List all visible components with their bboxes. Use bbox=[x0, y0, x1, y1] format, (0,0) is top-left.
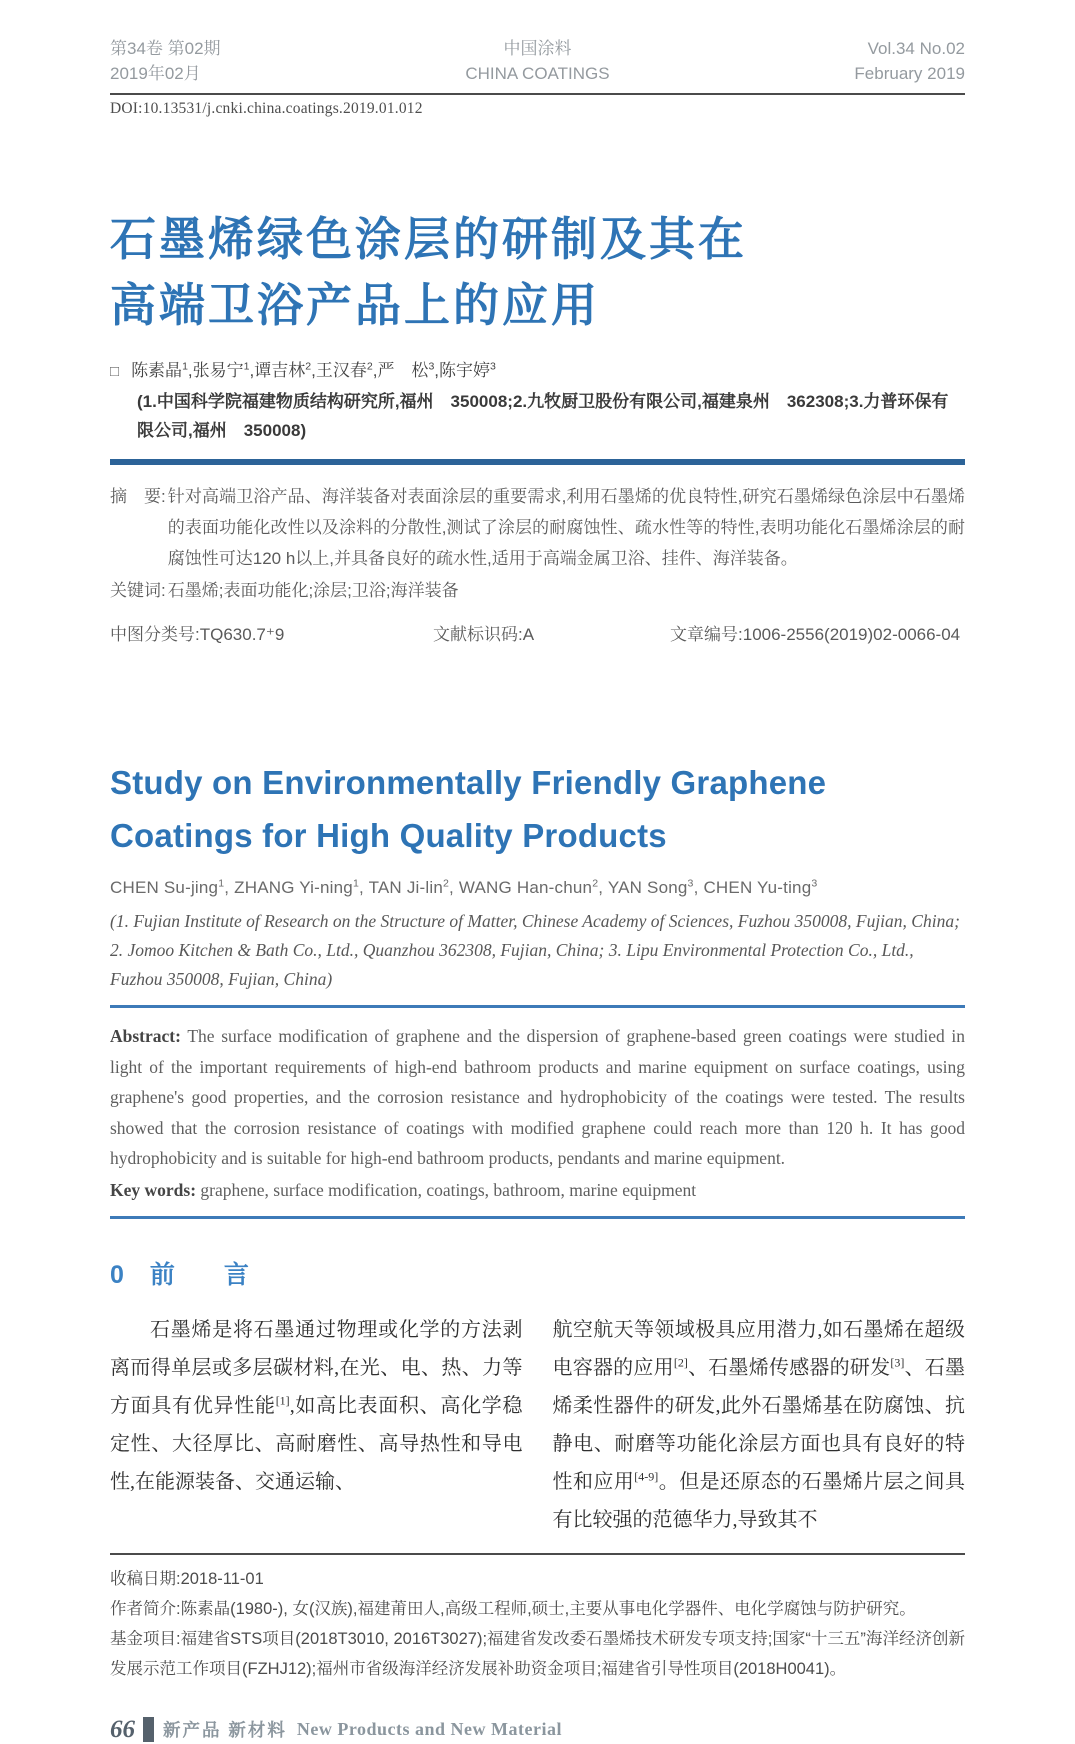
body-column-right bbox=[553, 1311, 966, 1539]
keywords-cn-text: 石墨烯;表面功能化;涂层;卫浴;海洋装备 bbox=[167, 581, 459, 600]
volume-issue-en: Vol.34 No.02 bbox=[867, 39, 965, 58]
footnote-funding: 基金项目:福建省STS项目(2018T3010, 2016T3027);福建省发改委石墨烯技术研发专项支持;国家“十三五”海洋经济创新发展示范工作项目(FZHJ12);福州市省级海洋经济发展补助资金项目;福建省引导性项目(2018H0041)。 bbox=[110, 1629, 965, 1678]
abstract-en-paragraph bbox=[110, 1021, 965, 1174]
footer-category-en: New Products and New Material bbox=[296, 1719, 563, 1739]
keywords-en-label: Key words: bbox=[110, 1179, 197, 1200]
keywords-en-paragraph bbox=[110, 1175, 965, 1205]
abstract-en-text: The surface modification of graphene and the dispersion of graphene-based green coatings were studied in light of the important requirements of high-end bathroom products and marine equipment on surface coatings, using graphene's good properties, and the corrosion resistance and hydrophobicity of the coatings were tested. The results showed that the corrosion resistance of coatings with modified graphene could reach more than 120 h. It has good hydrophobicity and is suitable for high-end bathroom products, pendants and marine equipment. bbox=[110, 1026, 966, 1168]
body-paragraph-left: 石墨烯是将石墨通过物理或化学的方法剥离而得单层或多层碳材料,在光、电、热、力等方面具有优异性能[1],如高比表面积、高化学稳定性、大径厚比、高耐磨性、高导热性和导电性,在能源装备、交通运输、 bbox=[110, 1318, 523, 1493]
article-no-label: 文章编号: bbox=[670, 625, 743, 644]
authors-en: CHEN Su-jing$^1$, ZHANG Yi-ning$^1$, TAN Ji-lin$^2$, WANG Han-chun$^2$, YAN Song$^3$, CHEN Yu-ting$^3$ bbox=[110, 877, 818, 897]
article-title-en: Study on Environmentally Friendly Graphene Coatings for High Quality Products bbox=[110, 764, 827, 854]
clc-item bbox=[110, 619, 433, 650]
doc-code-label: 文献标识码: bbox=[433, 625, 523, 644]
keywords-cn-label: 关键词: bbox=[110, 581, 166, 600]
abstract-cn-label: 摘 要: bbox=[110, 487, 166, 506]
abstract-cn-row bbox=[110, 481, 965, 574]
doc-code-item bbox=[433, 619, 670, 650]
abstract-en-label: Abstract: bbox=[110, 1026, 181, 1046]
article-title-cn-line1: 石墨烯绿色涂层的研制及其在 bbox=[110, 213, 747, 265]
footnote-author-bio: 作者简介:陈素晶(1980-), 女(汉族),福建莆田人,高级工程师,硕士,主要从事电化学器件、电化学腐蚀与防护研究。 bbox=[110, 1599, 916, 1618]
date-cn: 2019年02月 bbox=[110, 64, 201, 83]
article-no-item bbox=[670, 619, 965, 650]
classification-row bbox=[110, 619, 965, 650]
affiliation-cn: (1.中国科学院福建物质结构研究所,福州 350008;2.九牧厨卫股份有限公司,福建泉州 362308;3.力普环保有限公司,福州 350008) bbox=[137, 392, 949, 440]
journal-name-en: CHINA COATINGS bbox=[465, 64, 610, 83]
section-title: 前 言 bbox=[149, 1260, 261, 1289]
header-right bbox=[854, 36, 965, 86]
article-no-value: 1006-2556(2019)02-0066-04 bbox=[742, 625, 961, 644]
doi-line: DOI:10.13531/j.cnki.china.coatings.2019.01.012 bbox=[110, 100, 423, 117]
article-title-cn bbox=[110, 206, 965, 338]
journal-header bbox=[110, 36, 965, 95]
author-marker-icon: □ bbox=[110, 363, 120, 380]
clc-label: 中图分类号: bbox=[110, 625, 200, 644]
section-number: 0 bbox=[110, 1260, 124, 1289]
body-paragraph-right: 航空航天等领域极具应用潜力,如石墨烯在超级电容器的应用[2]、石墨烯传感器的研发[3]、石墨烯柔性器件的研发,此外石墨烯基在防腐蚀、抗静电、耐磨等功能化涂层方面也具有良好的特性和应用[4-9]。但是还原态的石墨烯片层之间具有比较强的范德华力,导致其不 bbox=[552, 1318, 966, 1531]
keywords-cn-row bbox=[110, 575, 965, 606]
body-column-left bbox=[110, 1311, 523, 1539]
footnotes-block bbox=[110, 1555, 965, 1684]
journal-name-cn: 中国涂料 bbox=[503, 39, 572, 58]
abstract-cn-block bbox=[110, 481, 965, 650]
divider-thin-blue-top bbox=[110, 1005, 965, 1008]
page-number: 66 bbox=[110, 1715, 135, 1743]
divider-thin-blue-bottom bbox=[110, 1216, 965, 1219]
divider-thick-blue bbox=[110, 459, 965, 465]
doc-code-value: A bbox=[522, 625, 535, 644]
body-columns bbox=[110, 1311, 965, 1539]
footer-category-cn: 新产品 新材料 bbox=[163, 1720, 287, 1740]
authors-cn: 陈素晶$^1$,张易宁$^1$,谭吉林$^2$,王汉春$^2$,严 松$^3$,陈宇婷$^3$ bbox=[131, 360, 496, 380]
keywords-en-text: graphene, surface modification, coatings, bathroom, marine equipment bbox=[200, 1179, 697, 1200]
clc-value: TQ630.7⁺9 bbox=[199, 625, 285, 644]
section-heading bbox=[110, 1255, 965, 1291]
affiliation-en: (1. Fujian Institute of Research on the Structure of Matter, Chinese Academy of Sciences, Fuzhou 350008, Fujian, China; 2. Jomoo Kitchen & Bath Co., Ltd., Quanzhou 362308, Fujian, China; 3. Lipu Environmental Protection Co., Ltd., Fuzhou 350008, Fujian, China) bbox=[110, 911, 960, 989]
footer-bar bbox=[143, 1717, 154, 1742]
header-center bbox=[465, 36, 609, 86]
article-title-cn-line2: 高端卫浴产品上的应用 bbox=[110, 279, 600, 331]
abstract-cn-text: 针对高端卫浴产品、海洋装备对表面涂层的重要需求,利用石墨烯的优良特性,研究石墨烯绿色涂层中石墨烯的表面功能化改性以及涂料的分散性,测试了涂层的耐腐蚀性、疏水性等的特性,表明功能化石墨烯涂层的耐腐蚀性可达120 h以上,并具备良好的疏水性,适用于高端金属卫浴、挂件、海洋装备。 bbox=[167, 487, 965, 568]
footnote-received-date: 收稿日期:2018-11-01 bbox=[110, 1569, 264, 1588]
header-left bbox=[110, 36, 221, 86]
volume-issue-cn: 第34卷 第02期 bbox=[110, 39, 221, 58]
page-footer bbox=[110, 1716, 965, 1744]
authors-cn-row bbox=[110, 356, 965, 381]
date-en: February 2019 bbox=[854, 64, 965, 83]
